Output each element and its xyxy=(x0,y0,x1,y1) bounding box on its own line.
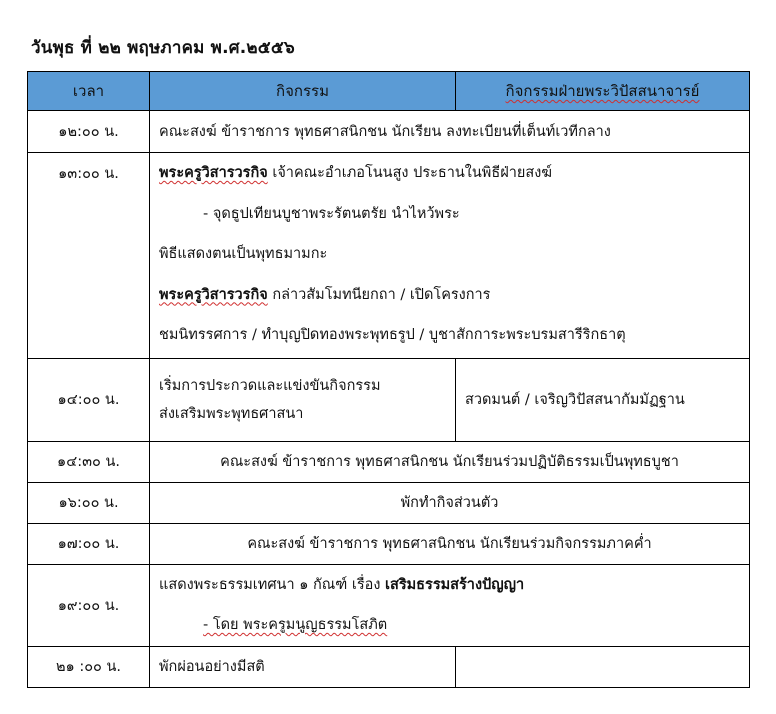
time-cell: ๑๓:๐๐ น. xyxy=(28,153,150,359)
table-row xyxy=(28,111,750,153)
activity-cell: พักทำกิจส่วนตัว xyxy=(150,482,750,523)
activity-cell: คณะสงฆ์ ข้าราชการ พุทธศาสนิกชน นักเรียนร่วมปฏิบัติธรรมเป็นพุทธบูชา xyxy=(150,441,750,482)
activity-cell xyxy=(150,564,750,646)
activity-line xyxy=(159,153,743,194)
sermon-title: เสริมธรรมสร้างปัญญา xyxy=(385,576,525,593)
table-row xyxy=(28,358,750,441)
schedule-table xyxy=(27,71,750,688)
activity-line: เริ่มการประกวดและแข่งขันกิจกรรม xyxy=(159,377,381,394)
page-title: วันพุธ ที่ ๒๒ พฤษภาคม พ.ศ.๒๕๕๖ xyxy=(31,38,295,58)
time-cell: ๑๒:๐๐ น. xyxy=(28,111,150,153)
activity-line: ชมนิทรรศการ / ทำบุญปิดทองพระพุทธรูป / บูชาสักการะพระบรมสารีริกธาตุ xyxy=(159,327,626,343)
activity-line: - จุดธูปเทียนบูชาพระรัตนตรัย นำไหว้พระ xyxy=(203,205,460,222)
table-row xyxy=(28,523,750,564)
header-monk-activity xyxy=(456,72,750,111)
activity-line: ส่งเสริมพระพุทธศาสนา xyxy=(159,405,304,422)
header-activity: กิจกรรม xyxy=(150,72,456,111)
header-row xyxy=(28,72,750,111)
table-row xyxy=(28,441,750,482)
header-monk-activity-label: กิจกรรมฝ่ายพระวิปัสสนาจารย์ xyxy=(505,82,700,100)
activity-cell: คณะสงฆ์ ข้าราชการ พุทธศาสนิกชน นักเรียน ลงทะเบียนที่เต็นท์เวทีกลาง xyxy=(150,111,750,153)
activity-cell xyxy=(150,358,456,441)
activity-line-text: กล่าวสัมโมทนียกถา / เปิดโครงการ xyxy=(267,286,491,303)
presiding-monk-name: พระครูวิสารวรกิจ xyxy=(159,286,268,303)
time-cell: ๒๑ :๐๐ น. xyxy=(28,646,150,687)
activity-cell xyxy=(150,153,750,359)
activity-line xyxy=(159,275,743,316)
header-time: เวลา xyxy=(28,72,150,111)
activity-line-text: เจ้าคณะอำเภอโนนสูง ประธานในพิธีฝ่ายสงฆ์ xyxy=(267,165,553,181)
time-cell: ๑๔:๓๐ น. xyxy=(28,441,150,482)
table-row xyxy=(28,564,750,646)
time-cell: ๑๙:๐๐ น. xyxy=(28,564,150,646)
table-row xyxy=(28,153,750,359)
activity-line-text: แสดงพระธรรมเทศนา ๑ กัณฑ์ เรื่อง xyxy=(159,576,386,593)
monk-activity-cell xyxy=(456,646,750,687)
activity-line xyxy=(159,565,743,606)
preacher-line: - โดย พระครูมนูญธรรมโสภิต xyxy=(203,617,388,633)
activity-line xyxy=(159,605,743,646)
monk-activity-cell: สวดมนต์ / เจริญวิปัสสนากัมมัฏฐาน xyxy=(456,358,750,441)
activity-cell: พักผ่อนอย่างมีสติ xyxy=(150,646,456,687)
time-cell: ๑๗:๐๐ น. xyxy=(28,523,150,564)
table-row xyxy=(28,482,750,523)
activity-cell: คณะสงฆ์ ข้าราชการ พุทธศาสนิกชน นักเรียนร่วมกิจกรรมภาคค่ำ xyxy=(150,523,750,564)
presiding-monk-name: พระครูวิสารวรกิจ xyxy=(159,165,268,181)
time-cell: ๑๔:๐๐ น. xyxy=(28,358,150,441)
time-cell: ๑๖:๐๐ น. xyxy=(28,482,150,523)
activity-line: พิธีแสดงตนเป็นพุทธมามกะ xyxy=(159,246,328,262)
table-row xyxy=(28,646,750,687)
